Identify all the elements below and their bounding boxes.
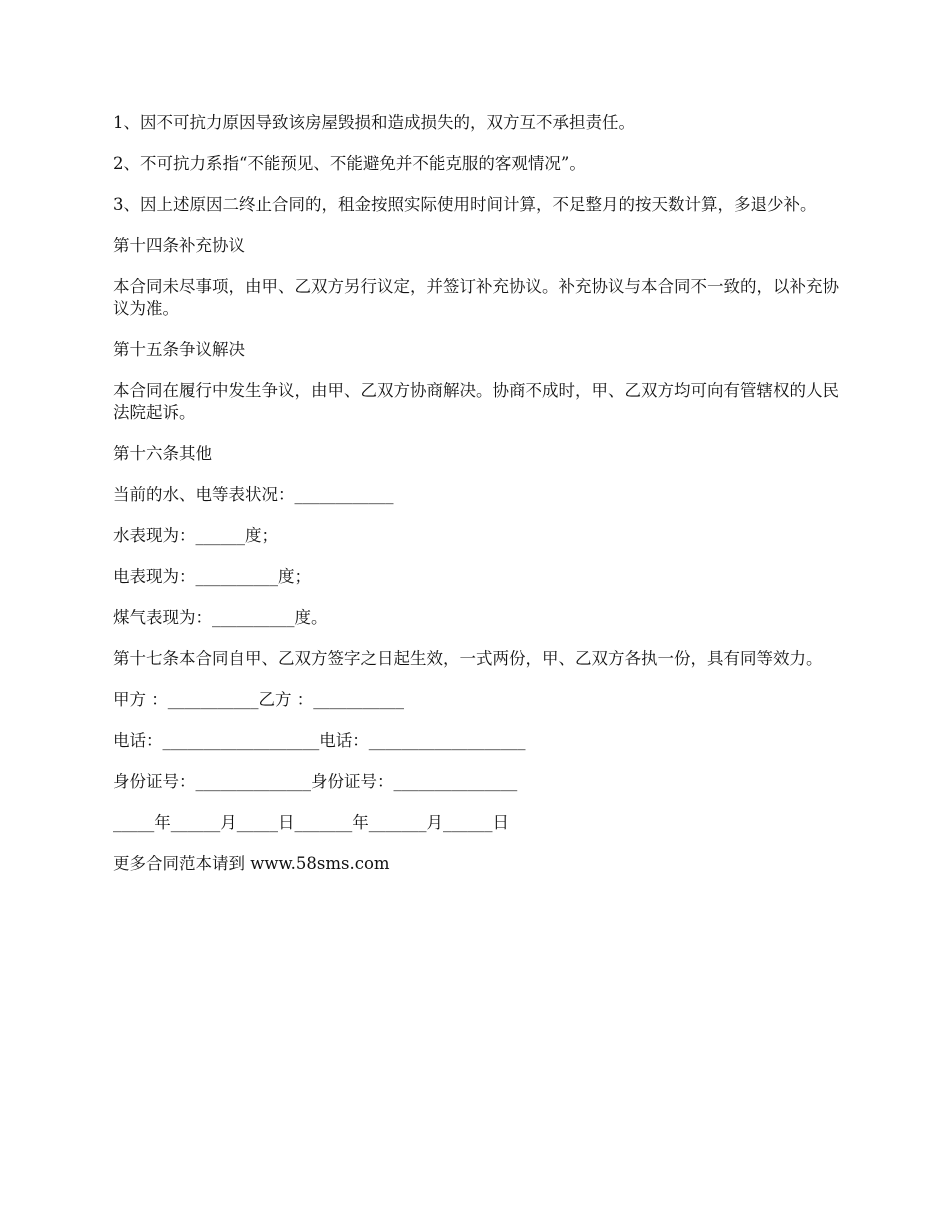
phone-line: 电话：___________________电话：___________________ <box>113 731 526 750</box>
water-meter-line: 水表现为：______度； <box>113 526 278 545</box>
electric-meter-line: 电表现为：__________度； <box>113 567 311 586</box>
document-body <box>113 112 843 894</box>
footer-more-templates: 更多合同范本请到 www.58sms.com <box>113 854 390 873</box>
date-line: _____年______月_____日_______年_______月______日 <box>113 813 509 832</box>
clause-force-majeure-3: 3、因上述原因二终止合同的，租金按照实际使用时间计算，不足整月的按天数计算，多退少补。 <box>113 195 817 214</box>
party-signature-line: 甲方 ：___________乙方 ：___________ <box>113 690 404 709</box>
heading-article-16: 第十六条其他 <box>113 444 212 463</box>
clause-force-majeure-1: 1、因不可抗力原因导致该房屋毁损和造成损失的，双方互不承担责任。 <box>113 113 635 132</box>
gas-meter-line: 煤气表现为：__________度。 <box>113 608 328 627</box>
id-number-line: 身份证号：______________身份证号：_______________ <box>113 772 518 791</box>
clause-force-majeure-2: 2、不可抗力系指“不能预见、不能避免并不能克服的客观情况”。 <box>113 154 586 173</box>
meter-status-line: 当前的水、电等表状况：____________ <box>113 485 394 504</box>
clause-article-15: 本合同在履行中发生争议，由甲、乙双方协商解决。协商不成时，甲、乙双方均可向有管辖权的人民法院起诉。 <box>113 381 839 422</box>
clause-article-14: 本合同未尽事项，由甲、乙双方另行议定，并签订补充协议。补充协议与本合同不一致的，以补充协议为准。 <box>113 277 839 318</box>
heading-article-15: 第十五条争议解决 <box>113 340 245 359</box>
clause-article-17: 第十七条本合同自甲、乙双方签字之日起生效，一式两份，甲、乙双方各执一份，具有同等效力。 <box>113 649 823 668</box>
heading-article-14: 第十四条补充协议 <box>113 236 245 255</box>
